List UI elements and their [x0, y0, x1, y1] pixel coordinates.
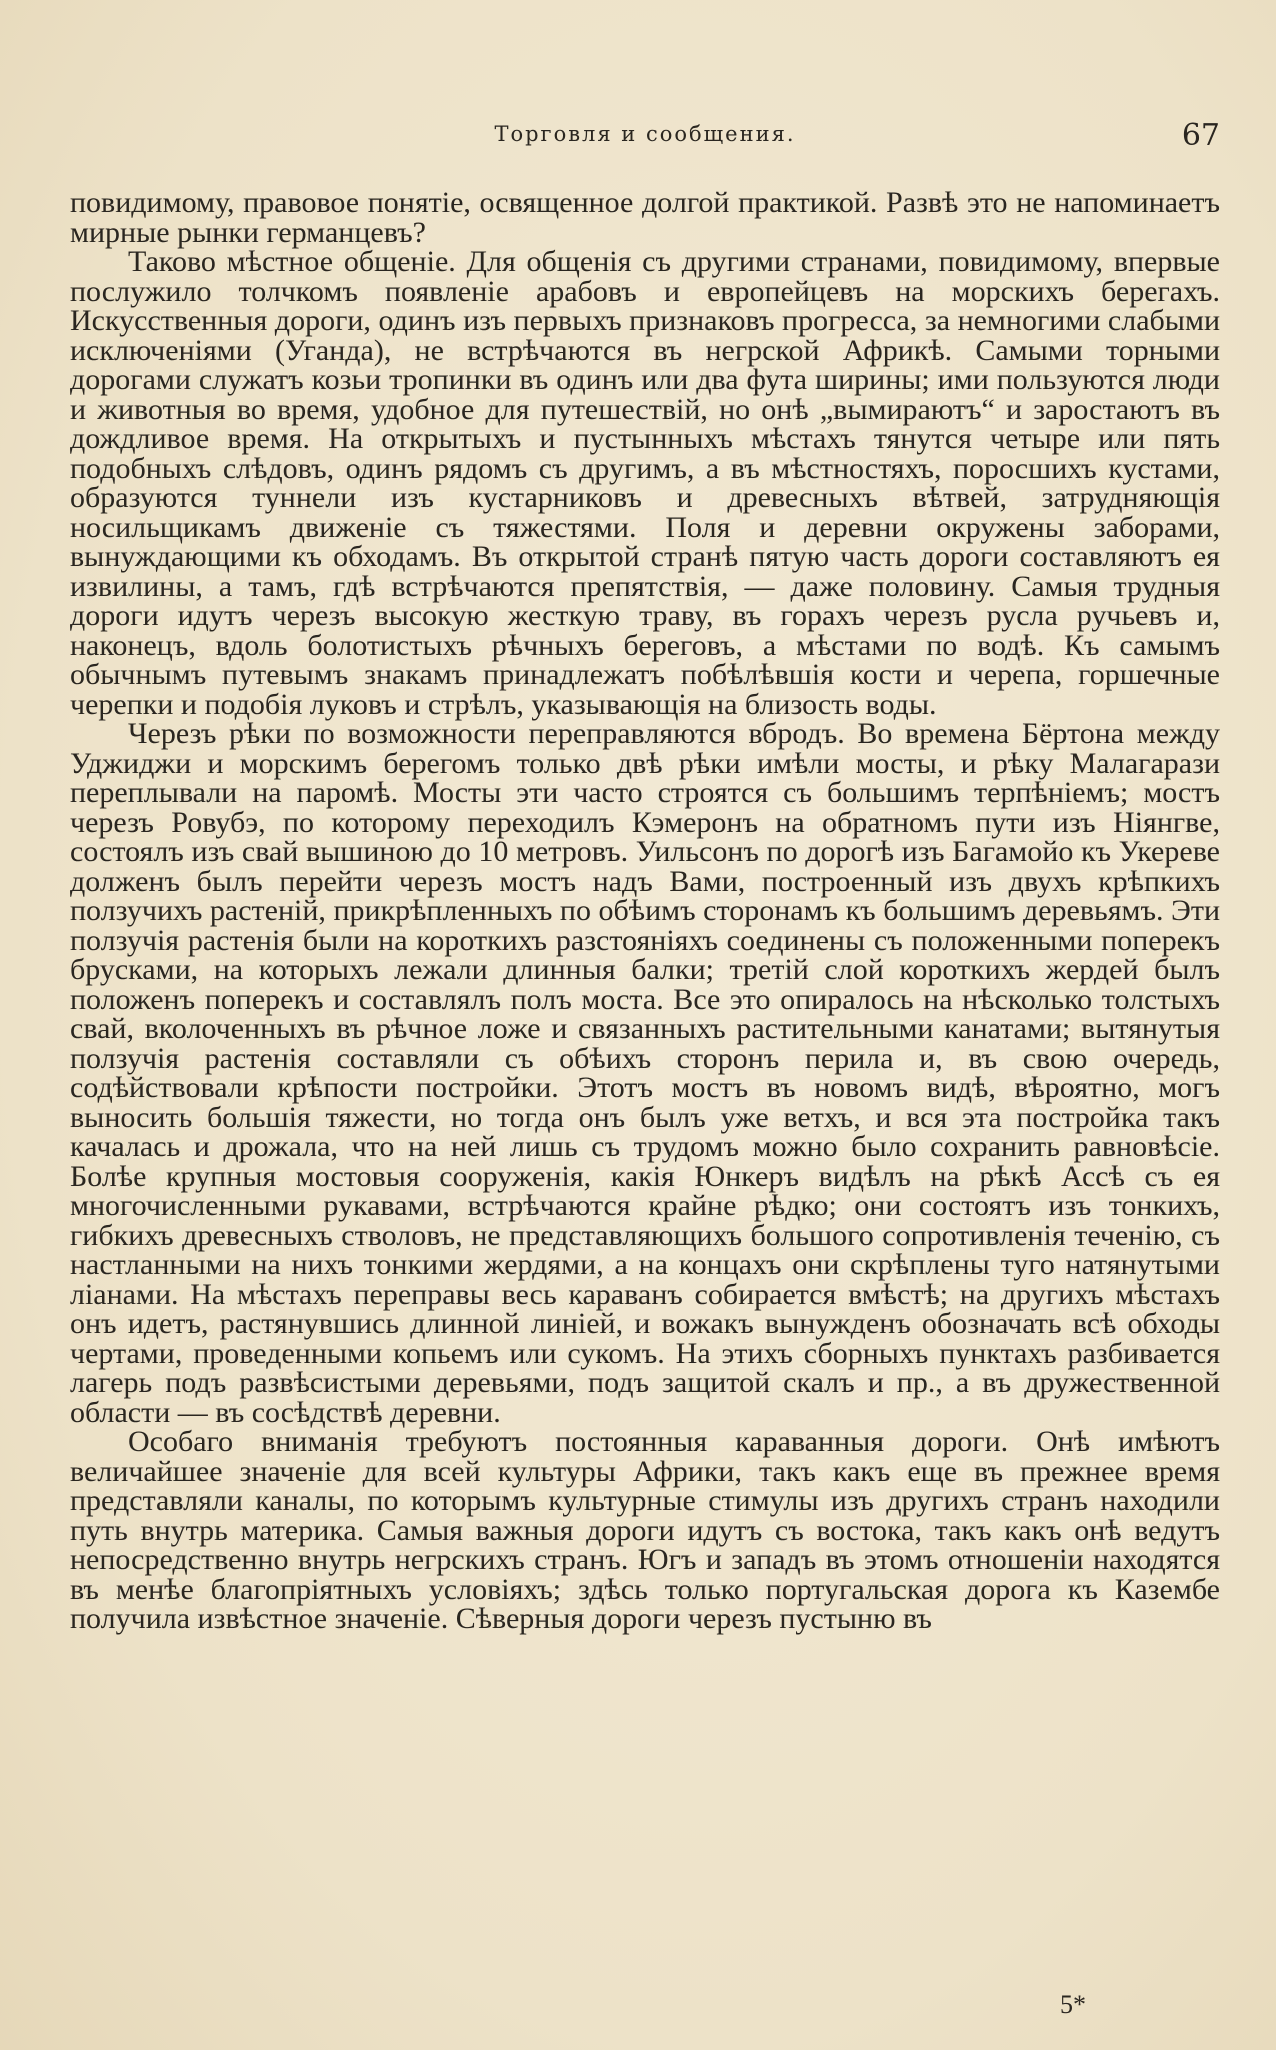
body-text: [70, 188, 1220, 1634]
page-number: 67: [1181, 118, 1220, 153]
signature-mark: 5*: [1060, 1990, 1086, 2019]
paragraph-rivers-bridges: Черезъ рѣки по возможности переправляются вбродъ. Во времена Бёртона между Уджиджи и морскимъ берегомъ только двѣ рѣки имѣли мосты, и рѣку Малагарази переплывали на паромѣ. Мосты эти часто строятся съ большимъ терпѣніемъ; мостъ черезъ Ровубэ, по которому переходилъ Кэмеронъ на обратномъ пути изъ Ніянгве, состоялъ изъ свай вышиною до 10 метровъ. Уильсонъ по дорогѣ изъ Багамойо къ Укереве долженъ былъ перейти черезъ мостъ надъ Вами, построенный изъ двухъ крѣпкихъ ползучихъ растеній, прикрѣпленныхъ по обѣимъ сторонамъ къ большимъ деревьямъ. Эти ползучія растенія были на короткихъ разстояніяхъ соединены съ положенными поперекъ брусками, на которыхъ лежали длинныя балки; третій слой короткихъ жердей былъ положенъ поперекъ и составлялъ полъ моста. Все это опиралось на нѣсколько толстыхъ свай, вколоченныхъ въ рѣчное ложе и связанныхъ растительными канатами; вытянутыя ползучія растенія составляли съ обѣихъ сторонъ перила и, въ свою очередь, содѣйствовали крѣпости постройки. Этотъ мостъ въ новомъ видѣ, вѣроятно, могъ выносить большія тяжести, но тогда онъ былъ уже ветхъ, и вся эта постройка такъ качалась и дрожала, что на ней лишь съ трудомъ можно было сохранить равновѣсіе. Болѣе крупныя мостовыя сооруженія, какія Юнкеръ видѣлъ на рѣкѣ Ассѣ съ ея многочисленными рукавами, встрѣчаются крайне рѣдко; они состоятъ изъ тонкихъ, гибкихъ древесныхъ стволовъ, не представляющихъ большого сопротивленія теченію, съ настланными на нихъ тонкими жердями, а на концахъ они скрѣплены туго натянутыми ліанами. На мѣстахъ переправы весь караванъ собирается вмѣстѣ; на другихъ мѣстахъ онъ идетъ, растянувшись длинной линіей, и вожакъ вынужденъ обозначать всѣ обходы чертами, проведенными копьемъ или сукомъ. На этихъ сборныхъ пунктахъ разбивается лагерь подъ развѣсистыми деревьями, подъ защитой скалъ и пр., а въ дружественной области — въ сосѣдствѣ деревни.: [70, 717, 1220, 1429]
paragraph-continuation: повидимому, правовое понятіе, освященное долгой практикой. Развѣ это не напоминаетъ мирные рынки германцевъ?: [70, 186, 1220, 249]
paragraph-caravan-roads: Особаго вниманія требуютъ постоянныя караванныя дороги. Онѣ имѣютъ величайшее значеніе для всей культуры Африки, такъ какъ еще въ прежнее время представляли каналы, по которымъ культурные стимулы изъ другихъ странъ находили путь внутрь материка. Самыя важныя дороги идутъ съ востока, такъ какъ онѣ ведутъ непосредственно внутрь негрскихъ странъ. Югъ и западъ въ этомъ отношеніи находятся въ менѣе благопріятныхъ условіяхъ; здѣсь только португальская дорога къ Казембе получила извѣстное значеніе. Сѣверныя дороги черезъ пустыню въ: [70, 1425, 1220, 1635]
running-head: [70, 118, 1220, 162]
paragraph-roads: Таково мѣстное общеніе. Для общенія съ другими странами, повидимому, впервые послужило толчкомъ появленіе арабовъ и европейцевъ на морскихъ берегахъ. Искусственныя дороги, одинъ изъ первыхъ признаковъ прогресса, за немногими слабыми исключеніями (Уганда), не встрѣчаются въ негрской Африкѣ. Самыми торными дорогами служатъ козьи тропинки въ одинъ или два фута ширины; ими пользуются люди и животныя во время, удобное для путешествій, но онѣ „вымираютъ“ и заростаютъ въ дождливое время. На открытыхъ и пустынныхъ мѣстахъ тянутся четыре или пять подобныхъ слѣдовъ, одинъ рядомъ съ другимъ, а въ мѣстностяхъ, поросшихъ кустами, образуются туннели изъ кустарниковъ и древесныхъ вѣтвей, затрудняющія носильщикамъ движеніе съ тяжестями. Поля и деревни окружены заборами, вынуждающими къ обходамъ. Въ открытой странѣ пятую часть дороги составляютъ ея извилины, а тамъ, гдѣ встрѣчаются препятствія, — даже половину. Самыя трудныя дороги идутъ черезъ высокую жесткую траву, въ горахъ черезъ русла ручьевъ и, наконецъ, вдоль болотистыхъ рѣчныхъ береговъ, а мѣстами по водѣ. Къ самымъ обычнымъ путевымъ знакамъ принадлежатъ побѣлѣвшія кости и черепа, горшечные черепки и подобія луковъ и стрѣлъ, указывающія на близость воды.: [70, 245, 1220, 721]
running-title: Торговля и сообщения.: [494, 122, 796, 146]
